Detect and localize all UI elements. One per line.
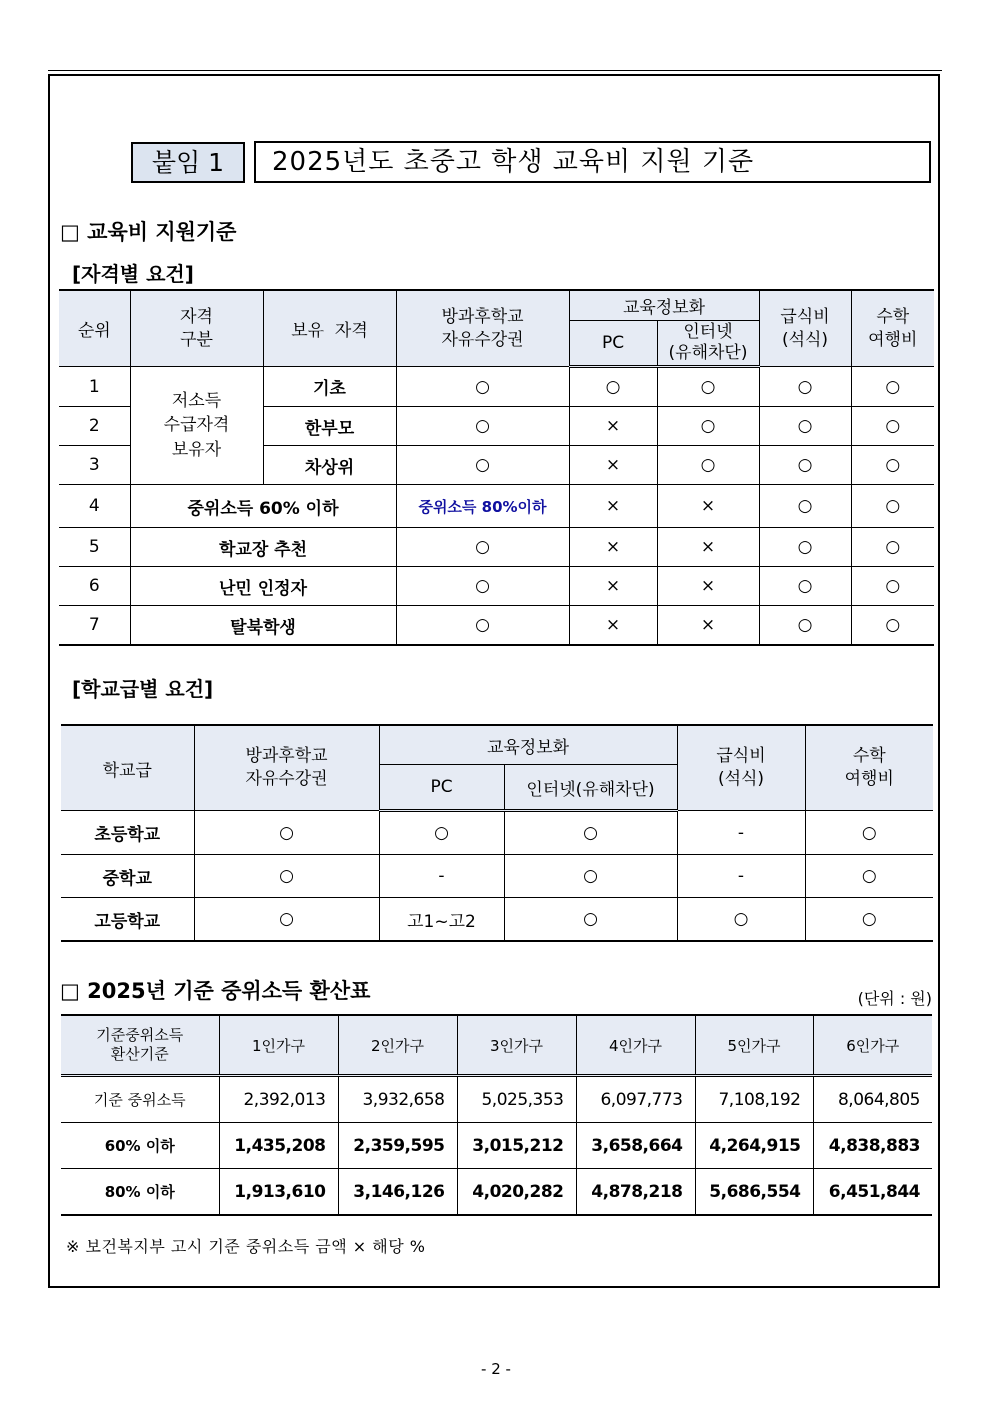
cell-afterschool: ○ — [396, 528, 569, 567]
table-row — [59, 528, 934, 567]
cell-rank: 2 — [59, 407, 130, 446]
cell-trip: ○ — [851, 567, 934, 606]
cell-internet: ○ — [657, 407, 759, 446]
unit-label: (단위 : 원) — [857, 989, 932, 1008]
cell-value: 4,264,915 — [695, 1123, 813, 1169]
header-household-3: 3인가구 — [457, 1015, 576, 1076]
cell-value: 6,097,773 — [576, 1076, 695, 1123]
cell-pc: × — [569, 446, 657, 485]
header-rank: 순위 — [59, 290, 130, 367]
cell-value: 5,025,353 — [457, 1076, 576, 1123]
cell-meal: ○ — [759, 407, 851, 446]
table-row — [61, 898, 933, 942]
qualification-table — [59, 289, 934, 646]
header-trip: 수학 여행비 — [805, 725, 933, 811]
cell-value: 6,451,844 — [813, 1169, 932, 1216]
cell-value: 2,359,595 — [338, 1123, 457, 1169]
cell-value: 3,658,664 — [576, 1123, 695, 1169]
header-meal: 급식비 (석식) — [759, 290, 851, 367]
cell-trip: ○ — [851, 485, 934, 528]
cell-value: 4,838,883 — [813, 1123, 932, 1169]
cell-value: 3,015,212 — [457, 1123, 576, 1169]
cell-value: 4,020,282 — [457, 1169, 576, 1216]
cell-trip: ○ — [851, 606, 934, 646]
cell-meal: ○ — [759, 367, 851, 407]
header-household-6: 6인가구 — [813, 1015, 932, 1076]
cell-school-level: 초등학교 — [61, 811, 194, 855]
section-title-median-income: □ 2025년 기준 중위소득 환산표 — [60, 979, 371, 1003]
median-income-table — [61, 1014, 932, 1216]
cell-meal: ○ — [759, 528, 851, 567]
header-trip: 수학 여행비 — [851, 290, 934, 367]
cell-rank: 4 — [59, 485, 130, 528]
top-rule — [48, 70, 942, 71]
cell-value: 4,878,218 — [576, 1169, 695, 1216]
cell-afterschool: ○ — [396, 407, 569, 446]
cell-internet: ○ — [657, 367, 759, 407]
attachment-tag: 붙임 1 — [131, 142, 245, 183]
header-info: 교육정보화 — [379, 725, 677, 765]
table-row — [59, 567, 934, 606]
cell-rank: 3 — [59, 446, 130, 485]
header-pc: PC — [569, 321, 657, 367]
table2-caption: [학교급별 요건] — [72, 677, 214, 701]
header-internet: 인터넷(유해차단) — [504, 765, 677, 811]
cell-pc: × — [569, 606, 657, 646]
cell-qualification: 학교장 추천 — [130, 528, 396, 567]
cell-pc: × — [569, 485, 657, 528]
table-row — [61, 1169, 932, 1216]
cell-internet: × — [657, 606, 759, 646]
cell-value: 3,146,126 — [338, 1169, 457, 1216]
page-number: - 2 - — [481, 1360, 511, 1378]
cell-pc: - — [379, 855, 504, 898]
section-title-support: □ 교육비 지원기준 — [60, 220, 237, 244]
cell-internet: ○ — [504, 811, 677, 855]
header-household-5: 5인가구 — [695, 1015, 813, 1076]
cell-value: 5,686,554 — [695, 1169, 813, 1216]
cell-pc: 고1~고2 — [379, 898, 504, 942]
cell-pc: ○ — [379, 811, 504, 855]
cell-value: 2,392,013 — [219, 1076, 338, 1123]
cell-qualification: 탈북학생 — [130, 606, 396, 646]
table-row — [59, 367, 934, 407]
cell-rank: 7 — [59, 606, 130, 646]
cell-pc: × — [569, 528, 657, 567]
table-row — [61, 855, 933, 898]
cell-trip: ○ — [805, 898, 933, 942]
table-row — [59, 485, 934, 528]
cell-meal: - — [677, 811, 805, 855]
header-afterschool: 방과후학교 자유수강권 — [194, 725, 379, 811]
table-row — [61, 1123, 932, 1169]
page-title: 2025년도 초중고 학생 교육비 지원 기준 — [254, 141, 931, 183]
cell-trip: ○ — [805, 855, 933, 898]
cell-value: 7,108,192 — [695, 1076, 813, 1123]
cell-afterschool: ○ — [194, 811, 379, 855]
cell-qualification: 기초 — [263, 367, 396, 407]
cell-meal: ○ — [677, 898, 805, 942]
header-household-4: 4인가구 — [576, 1015, 695, 1076]
cell-school-level: 중학교 — [61, 855, 194, 898]
header-meal: 급식비 (석식) — [677, 725, 805, 811]
row-label: 80% 이하 — [61, 1169, 219, 1216]
cell-afterschool: ○ — [396, 367, 569, 407]
row-label: 기준 중위소득 — [61, 1076, 219, 1123]
cell-qualification: 난민 인정자 — [130, 567, 396, 606]
header-corner: 기준중위소득 환산기준 — [61, 1015, 219, 1076]
cell-value: 1,913,610 — [219, 1169, 338, 1216]
cell-pc: × — [569, 407, 657, 446]
cell-rank: 5 — [59, 528, 130, 567]
cell-trip: ○ — [851, 367, 934, 407]
table-row — [61, 1076, 932, 1123]
cell-value: 8,064,805 — [813, 1076, 932, 1123]
header-info: 교육정보화 — [569, 290, 759, 321]
header-qualification: 보유 자격 — [263, 290, 396, 367]
cell-trip: ○ — [805, 811, 933, 855]
cell-internet: ○ — [504, 898, 677, 942]
cell-rank: 1 — [59, 367, 130, 407]
cell-internet: ○ — [657, 446, 759, 485]
cell-meal: ○ — [759, 567, 851, 606]
header-type: 자격 구분 — [130, 290, 263, 367]
header-internet: 인터넷 (유해차단) — [657, 321, 759, 367]
cell-group: 저소득 수급자격 보유자 — [130, 367, 263, 485]
cell-school-level: 고등학교 — [61, 898, 194, 942]
cell-afterschool: ○ — [194, 898, 379, 942]
cell-afterschool: ○ — [396, 446, 569, 485]
cell-pc: ○ — [569, 367, 657, 407]
cell-qualification: 차상위 — [263, 446, 396, 485]
header-school-level: 학교급 — [61, 725, 194, 811]
cell-qualification: 한부모 — [263, 407, 396, 446]
cell-afterschool: ○ — [396, 567, 569, 606]
cell-pc: × — [569, 567, 657, 606]
cell-internet: × — [657, 485, 759, 528]
cell-meal: ○ — [759, 485, 851, 528]
cell-internet: × — [657, 528, 759, 567]
header-household-1: 1인가구 — [219, 1015, 338, 1076]
cell-trip: ○ — [851, 407, 934, 446]
cell-qualification: 중위소득 60% 이하 — [130, 485, 396, 528]
cell-internet: ○ — [504, 855, 677, 898]
cell-trip: ○ — [851, 446, 934, 485]
cell-trip: ○ — [851, 528, 934, 567]
header-household-2: 2인가구 — [338, 1015, 457, 1076]
cell-value: 3,932,658 — [338, 1076, 457, 1123]
table-row — [61, 811, 933, 855]
footnote: ※ 보건복지부 고시 기준 중위소득 금액 × 해당 % — [66, 1237, 426, 1256]
cell-afterschool: 중위소득 80%이하 — [396, 485, 569, 528]
cell-value: 1,435,208 — [219, 1123, 338, 1169]
table1-caption: [자격별 요건] — [72, 262, 194, 286]
cell-afterschool: ○ — [396, 606, 569, 646]
cell-internet: × — [657, 567, 759, 606]
cell-afterschool: ○ — [194, 855, 379, 898]
cell-meal: ○ — [759, 446, 851, 485]
header-pc: PC — [379, 765, 504, 811]
cell-meal: ○ — [759, 606, 851, 646]
header-afterschool: 방과후학교 자유수강권 — [396, 290, 569, 367]
row-label: 60% 이하 — [61, 1123, 219, 1169]
cell-meal: - — [677, 855, 805, 898]
school-level-table — [61, 724, 933, 942]
table-row — [59, 606, 934, 646]
cell-rank: 6 — [59, 567, 130, 606]
